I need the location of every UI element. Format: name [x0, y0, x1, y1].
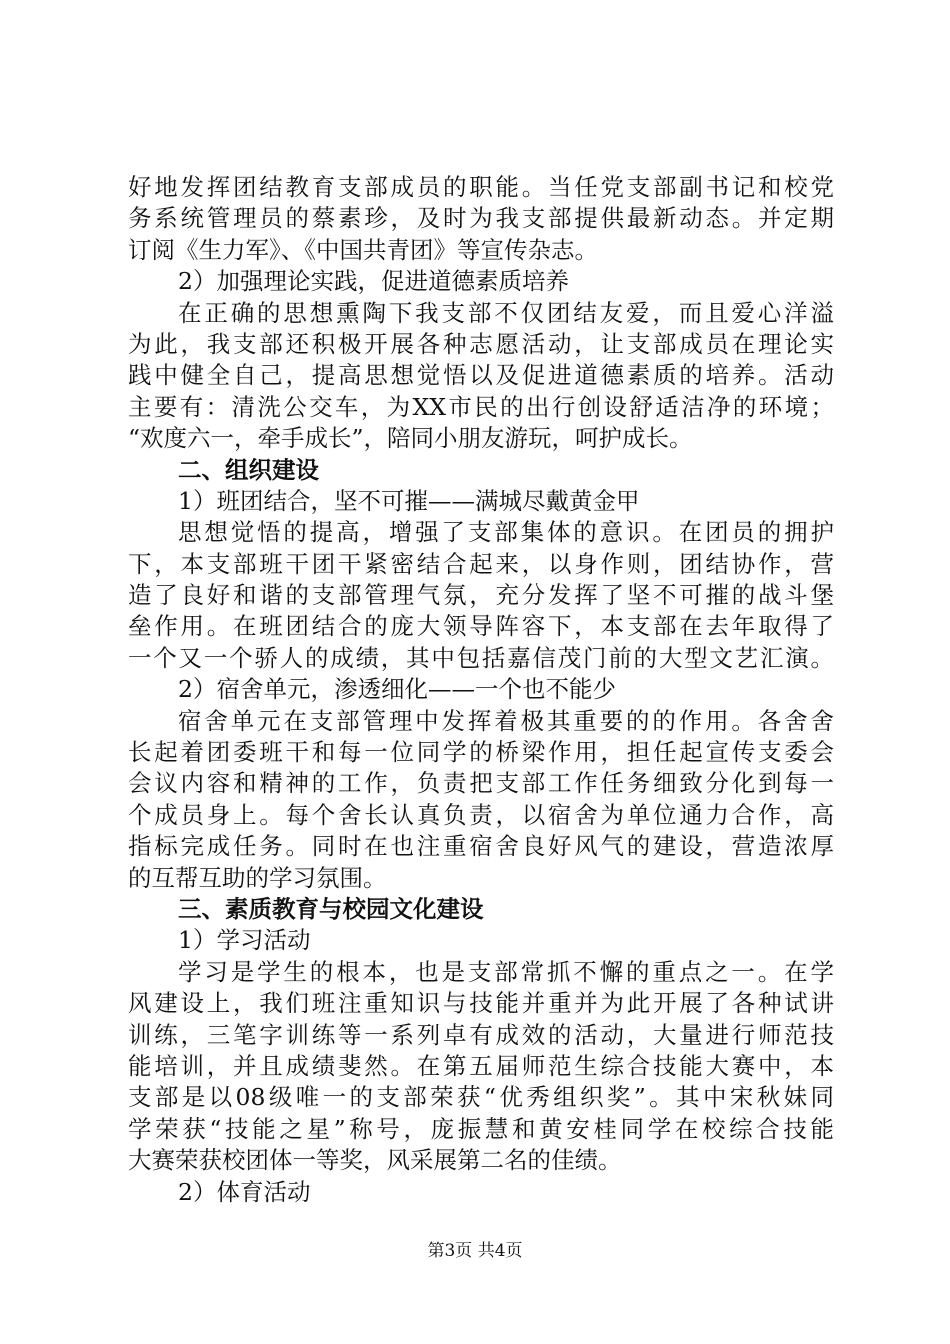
body-line: 2）体育活动	[178, 1177, 311, 1206]
body-line: 风建设上，我们班注重知识与技能并重并为此开展了各种试讲	[128, 989, 834, 1018]
body-line: 主要有：清洗公交车，为XX市民的出行创设舒适洁净的环境；	[128, 392, 834, 421]
body-line: 践中健全自己，提高思想觉悟以及促进道德素质的培养。活动	[128, 361, 834, 390]
body-line: 思想觉悟的提高，增强了支部集体的意识。在团员的拥护	[178, 518, 834, 547]
body-line: 会议内容和精神的工作，负责把支部工作任务细致分化到每一	[128, 769, 834, 798]
body-line: 一个又一个骄人的成绩，其中包括嘉信茂门前的大型文艺汇演。	[128, 643, 834, 672]
body-line: 能培训，并且成绩斐然。在第五届师范生综合技能大赛中，本	[128, 1051, 834, 1080]
body-line: 的互帮互助的学习氛围。	[128, 863, 387, 892]
body-line: 大赛荣获校团体一等奖，风采展第二名的佳绩。	[128, 1146, 622, 1175]
body-line: 指标完成任务。同时在也注重宿舍良好风气的建设，营造浓厚	[128, 832, 834, 861]
body-line: 为此，我支部还积极开展各种志愿活动，让支部成员在理论实	[128, 329, 834, 358]
body-line: 个成员身上。每个舍长认真负责，以宿舍为单位通力合作，高	[128, 800, 834, 829]
body-line: 下，本支部班干团干紧密结合起来，以身作则，团结协作，营	[128, 549, 834, 578]
body-line: 2）加强理论实践，促进道德素质培养	[178, 267, 569, 296]
body-line: 宿舍单元在支部管理中发挥着极其重要的的作用。各舍舍	[178, 706, 834, 735]
body-line: 垒作用。在班团结合的庞大领导阵容下，本支部在去年取得了	[128, 612, 834, 641]
body-line: 学习是学生的根本，也是支部常抓不懈的重点之一。在学	[178, 957, 834, 986]
body-line: 在正确的思想熏陶下我支部不仅团结友爱，而且爱心洋溢	[178, 298, 834, 327]
body-line: 订阅《生力军》、《中国共青团》等宣传杂志。	[128, 235, 598, 264]
section-heading: 二、组织建设	[178, 455, 319, 484]
body-line: 支部是以08级唯一的支部荣获“优秀组织奖”。其中宋秋妹同	[128, 1083, 834, 1112]
body-line: 学荣获“技能之星”称号，庞振慧和黄安桂同学在校综合技能	[128, 1114, 834, 1143]
body-line: 造了良好和谐的支部管理气氛，充分发挥了坚不可摧的战斗堡	[128, 581, 834, 610]
body-line: 长起着团委班干和每一位同学的桥梁作用，担任起宣传支委会	[128, 738, 834, 767]
section-heading: 三、素质教育与校园文化建设	[178, 894, 484, 923]
page-footer: 第3页 共4页	[427, 1241, 523, 1261]
document-body	[128, 172, 834, 1208]
body-line: 好地发挥团结教育支部成员的职能。当任党支部副书记和校党	[128, 173, 834, 201]
body-line: 1）班团结合，坚不可摧——满城尽戴黄金甲	[178, 486, 640, 515]
body-line: 训练，三笔字训练等一系列卓有成效的活动，大量进行师范技	[128, 1020, 834, 1049]
body-line: 1）学习活动	[178, 926, 311, 955]
body-line: 务系统管理员的蔡素珍，及时为我支部提供最新动态。并定期	[128, 204, 834, 233]
body-line: “欢度六一，牵手成长”，陪同小朋友游玩，呵护成长。	[128, 424, 693, 453]
body-line: 2）宿舍单元，渗透细化——一个也不能少	[178, 675, 616, 704]
